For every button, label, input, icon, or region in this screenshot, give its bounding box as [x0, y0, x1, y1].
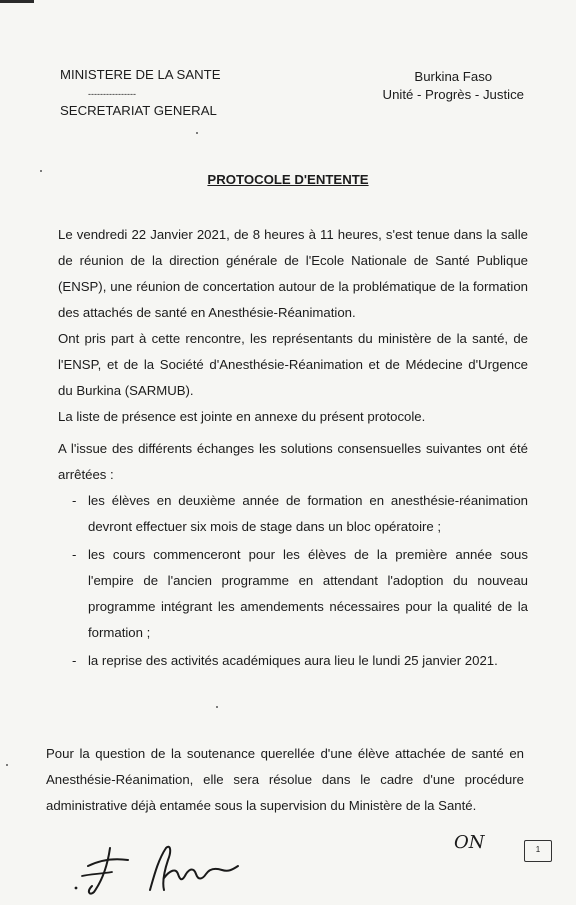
page-number-box	[524, 840, 552, 862]
initials-mark	[452, 826, 496, 854]
initials-text: ON	[454, 832, 485, 853]
list-item-text: les élèves en deuxième année de formation en anesthésie-réanimation devront effectuer six mois de stage dans un bloc opératoire ;	[88, 493, 528, 534]
header-left	[60, 66, 220, 119]
secretariat-name: SECRETARIAT GENERAL	[60, 103, 217, 118]
speck	[6, 764, 8, 766]
scan-mark	[0, 0, 34, 3]
paragraph-participants: Ont pris part à cette rencontre, les représentants du ministère de la santé, de l'ENSP, et de la Société d'Anesthésie-Réanimation et de Médecine d'Urgence du Burkina (SARMUB).	[58, 331, 528, 398]
handwritten-signature	[70, 834, 250, 900]
list-item-text: les cours commenceront pour les élèves de la première année sous l'empire de l'ancien programme en attendant l'adoption du nouveau programme intégrant les amendements nécessaires pour la qualité de la formation ;	[88, 547, 528, 640]
speck	[216, 706, 218, 708]
list-item	[58, 542, 528, 646]
document-body	[58, 222, 528, 676]
speck	[196, 132, 198, 134]
solutions-list	[58, 488, 528, 674]
bullet-dash: -	[72, 547, 77, 562]
list-item	[58, 648, 528, 674]
list-item	[58, 488, 528, 540]
ministry-name: MINISTERE DE LA SANTE	[60, 67, 221, 82]
paragraph-attendance: La liste de présence est jointe en annexe du présent protocole.	[58, 409, 426, 424]
bullet-dash: -	[72, 493, 77, 508]
paragraph-closing: Pour la question de la soutenance querellée d'une élève attachée de santé en Anesthésie-Réanimation, elle sera résolue dans le cadre d'une procédure administrative déjà entamée sous la supervision du Ministère de la Santé.	[46, 746, 524, 814]
page-number: 1	[535, 845, 541, 854]
bullet-dash: -	[72, 653, 77, 668]
header-separator: ----------------	[88, 89, 136, 99]
national-motto: Unité - Progrès - Justice	[382, 87, 524, 102]
header-right	[383, 68, 524, 104]
country-name: Burkina Faso	[414, 69, 493, 84]
paragraph-meeting: Le vendredi 22 Janvier 2021, de 8 heures à 11 heures, s'est tenue dans la salle de réunion de la direction générale de l'Ecole Nationale de Santé Publique (ENSP), une réunion de concertation autour de la problématique de la formation des attachés de santé en Anesthésie-Réanimation.	[58, 227, 528, 320]
list-item-text: la reprise des activités académiques aura lieu le lundi 25 janvier 2021.	[88, 653, 498, 668]
paragraph-solutions: A l'issue des différents échanges les solutions consensuelles suivantes ont été arrêtées :	[58, 441, 528, 482]
document-title: PROTOCOLE D'ENTENTE	[207, 172, 369, 187]
